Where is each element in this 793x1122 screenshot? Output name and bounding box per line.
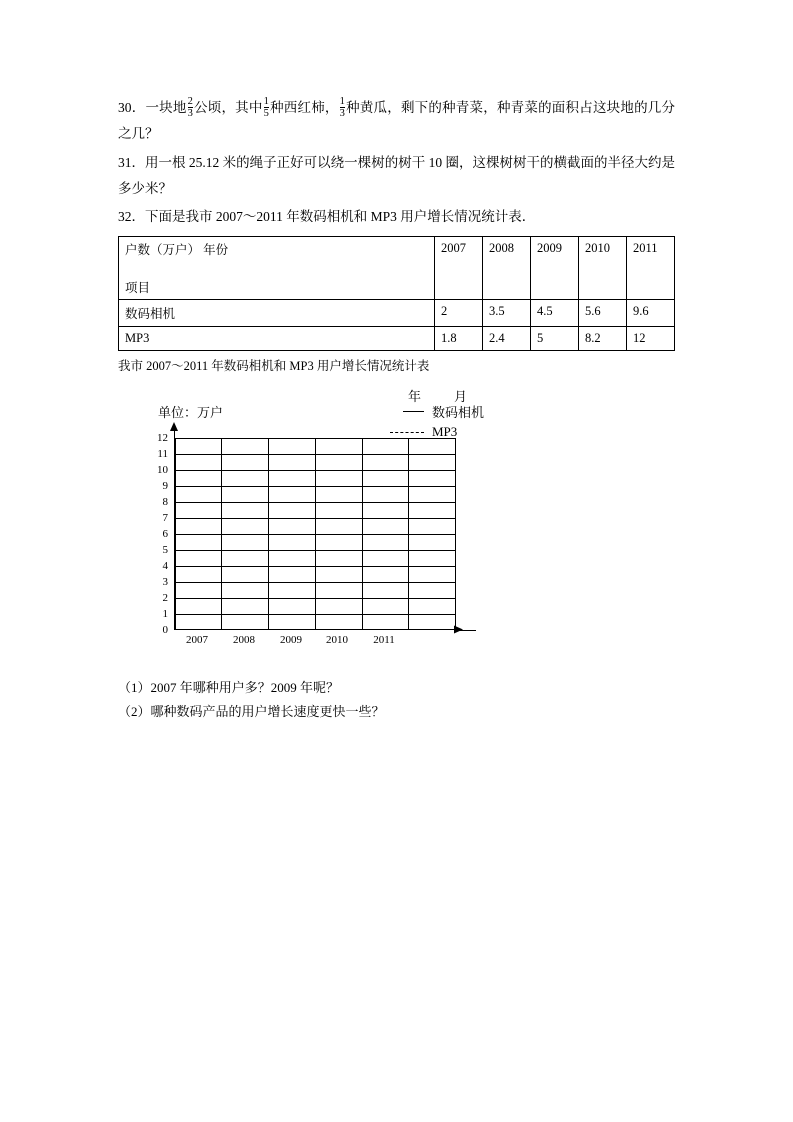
fraction-denominator: 3 [339,108,345,120]
x-tick-2008: 2008 [233,634,255,647]
y-tick-2: 2 [162,592,168,605]
chart-unit-label: 单位：万户 [158,405,224,421]
cell-mp3-2008: 2.4 [483,326,531,350]
table-header-line2: 项目 [125,280,151,295]
sub-question-1: （1）2007 年哪种用户多？2009 年呢？ [118,680,340,696]
question-30-seg-3: 种西红柿， [269,100,339,115]
cell-camera-2008: 3.5 [483,299,531,326]
fraction-numerator: 1 [263,96,269,108]
question-32-text: 下面是我市 2007～2011 年数码相机和 MP3 用户增长情况统计表． [145,209,536,225]
chart-gridlines [174,438,454,630]
x-tick-2010: 2010 [326,634,348,647]
table-header-year-2: 2009 [531,236,579,299]
question-32 [118,204,675,230]
cell-mp3-2009: 5 [531,326,579,350]
y-tick-5: 5 [162,544,168,557]
row-label-camera: 数码相机 [119,299,435,326]
fraction-numerator: 1 [339,96,345,108]
y-tick-1: 1 [162,608,168,621]
question-30-seg-1: 一块地 [145,100,187,115]
row-label-mp3: MP3 [119,326,435,350]
cell-mp3-2007: 1.8 [435,326,483,350]
cell-mp3-2010: 8.2 [579,326,627,350]
y-tick-7: 7 [162,512,168,525]
fraction-numerator: 2 [187,96,193,108]
y-tick-0: 0 [162,624,168,637]
question-31 [118,150,675,203]
table-header-year-1: 2008 [483,236,531,299]
legend-item-camera [390,402,484,421]
question-30-seg-4: 种黄瓜，剩下的种青菜，种青菜的面积占这块地的几分之几？ [118,100,676,142]
table-header-year-0: 2007 [435,236,483,299]
chart-legend [390,402,484,443]
fraction-two-thirds [188,96,193,119]
legend-label-camera: 数码相机 [432,405,485,421]
chart-caption: 我市 2007～2011 年数码相机和 MP3 用户增长情况统计表 [118,358,430,373]
y-tick-4: 4 [162,560,168,573]
question-31-number: 31． [118,154,146,170]
chart-axis-year-month-label: 年 月 [408,389,478,405]
table-header-corner [119,236,435,299]
table-row [119,326,675,350]
chart-y-axis-ticks [146,432,168,646]
question-31-text: 用一根 25.12 米的绳子正好可以绕一棵树的树干 10 圈，这棵树树干的横截面的半径大约是多少米？ [118,154,676,196]
sub-question-2: （2）哪种数码产品的用户增长速度更快一些？ [118,704,385,720]
x-tick-2007: 2007 [186,634,208,647]
table-header-year-3: 2010 [579,236,627,299]
question-32-number: 32． [118,209,145,225]
x-tick-2009: 2009 [280,634,302,647]
fraction-one-fifth [264,96,269,119]
y-tick-11: 11 [157,448,168,461]
statistics-table [118,236,675,351]
cell-camera-2009: 4.5 [531,299,579,326]
y-tick-3: 3 [162,576,168,589]
question-30 [118,95,675,148]
cell-camera-2007: 2 [435,299,483,326]
table-row-header [119,236,675,299]
question-30-number: 30． [118,100,146,115]
table-header-line1: 户数（万户） 年份 [125,242,229,257]
x-axis-arrow-icon [454,626,463,634]
dashed-line-icon [390,432,424,433]
table-row [119,299,675,326]
fraction-denominator: 5 [263,108,269,120]
cell-camera-2011: 9.6 [627,299,675,326]
solid-line-icon [390,411,424,412]
question-30-seg-2: 公顷，其中 [193,100,263,115]
cell-camera-2010: 5.6 [579,299,627,326]
fraction-one-third [340,96,345,119]
y-tick-12: 12 [157,432,168,445]
y-tick-9: 9 [162,480,168,493]
y-tick-10: 10 [157,464,168,477]
y-axis-arrow-icon [170,422,178,431]
y-tick-8: 8 [162,496,168,509]
cell-mp3-2011: 12 [627,326,675,350]
line-chart [118,386,675,676]
fraction-denominator: 3 [187,108,193,120]
x-tick-2011: 2011 [373,634,395,647]
table-header-year-4: 2011 [627,236,675,299]
y-tick-6: 6 [162,528,168,541]
legend-label-mp3: MP3 [432,424,458,440]
